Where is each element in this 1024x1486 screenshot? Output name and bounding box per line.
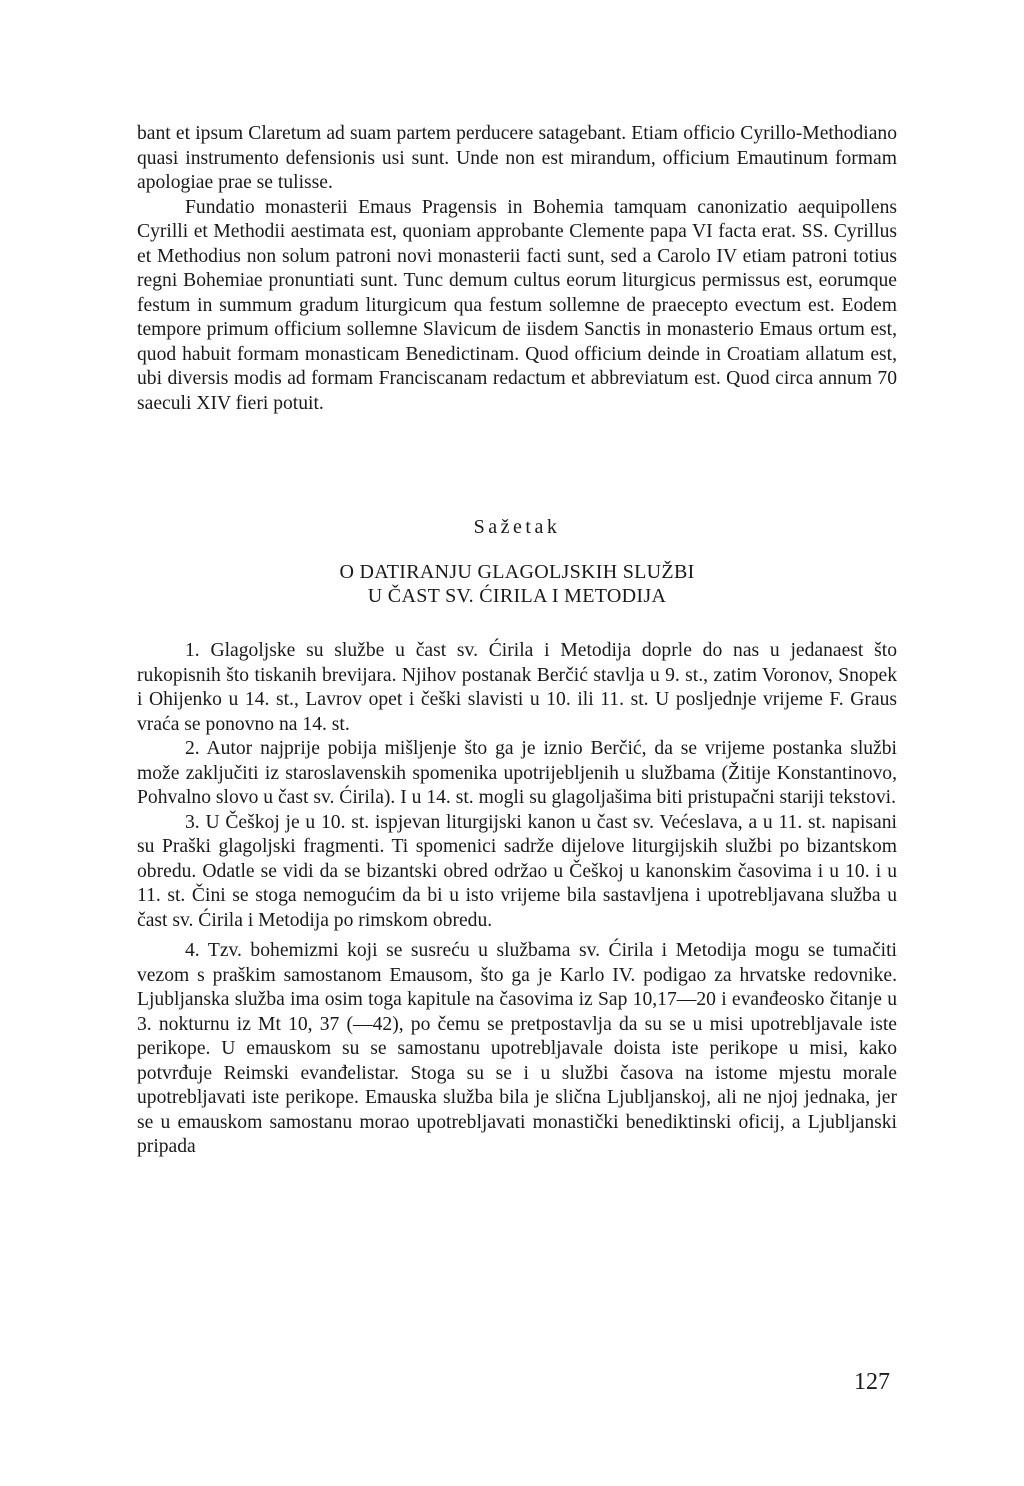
latin-paragraph-2: Fundatio monasterii Emaus Pragensis in Bohemia tamquam canonizatio aequipollens Cyrilli et Methodii aestimata est, quoniam approbante Clemente papa VI facta erat. SS. Cyrillus et Methodius non solum patroni novi monasterii facti sunt, sed a Carolo IV etiam patroni totius regni Bohemiae pronuntiati sunt. Tunc demum cultus eorum liturgicus permissus est, eorumque festum in summum gradum liturgicum qua festum sollemne de praecepto evectum est. Eodem tempore primum officium sollemne Slavicum de iisdem Sanctis in monasterio Emaus ortum est, quod habuit formam monasticam Benedictinam. Quod officium deinde in Croatiam allatum est, ubi diversis modis ad formam Franciscanam redactum et abbreviatum est. Quod circa annum 70 saeculi XIV fieri potuit.	[137, 196, 897, 414]
summary-paragraph-3: 3. U Češkoj je u 10. st. ispjevan liturgijski kanon u čast sv. Većeslava, a u 11. st. napisani su Praški glagoljski fragmenti. Ti spomenici sadrže dijelove liturgijskih službi po bizantskom obredu. Odatle se vidi da se bizantski obred održao u Češkoj u kanonskim časovima i u 10. i u 11. st. Čini se stoga nemogućim da bi u isto vrijeme bila sastavljena i upotrebljavana služba u čast sv. Ćirila i Metodija po rimskom obredu.	[137, 811, 897, 931]
summary-heading: Sažetak	[473, 516, 561, 538]
page-number: 127	[854, 1369, 890, 1395]
summary-body	[137, 639, 897, 1160]
summary-paragraph-1: 1. Glagoljske su službe u čast sv. Ćirila i Metodija doprle do nas u jedanaest što rukopisnih što tiskanih brevijara. Njihov postanak Berčić stavlja u 9. st., zatim Voronov, Snopek i Ohijenko u 14. st., Lavrov opet i češki slavisti u 10. ili 11. st. U posljednje vrijeme F. Graus vraća se ponovno na 14. st.	[137, 640, 897, 735]
summary-title-line-2: U ČAST SV. ĆIRILA I METODIJA	[367, 584, 667, 607]
summary-title	[137, 561, 897, 608]
summary-title-line-1: O DATIRANJU GLAGOLJSKIH SLUŽBI	[339, 561, 695, 583]
summary-paragraph-4: 4. Tzv. bohemizmi koji se susreću u službama sv. Ćirila i Metodija mogu se tumačiti vezom s praškim samostanom Emausom, što ga je Karlo IV. podigao za hrvatske redovnike. Ljubljanska služba ima osim toga kapitule na časovima iz Sap 10,17—20 i evanđeosko čitanje u 3. nokturnu iz Mt 10, 37 (—42), po čemu se pretpostavlja da su se u misi upotrebljavale iste perikope. U emauskom su se samostanu upotrebljavale doista iste perikope u misi, kako potvrđuje Reimski evanđelistar. Stoga su se i u službi časova na istome mjestu morale upotrebljavati iste perikope. Emauska služba bila je slična Ljubljanskoj, ali ne njoj jednaka, jer se u emauskom samostanu morao upotrebljavati monastički benediktinski oficij, a Ljubljanski pripada	[137, 940, 897, 1157]
summary-paragraph-2: 2. Autor najprije pobija mišljenje što ga je iznio Berčić, da se vrijeme postanka službi može zaključiti iz staroslavenskih spomenika upotrijebljenih u službama (Žitije Konstantinovo, Pohvalno slovo u čast sv. Ćirila). I u 14. st. mogli su glagoljašima biti pristupačni stariji tekstovi.	[137, 738, 897, 808]
latin-paragraph-1: bant et ipsum Claretum ad suam partem perducere satagebant. Etiam officio Cyrillo-Methodiano quasi instrumento defensionis usi sunt. Unde non est mirandum, officium Emautinum formam apologiae prae se tulisse.	[137, 123, 897, 193]
page-content	[137, 122, 897, 1160]
